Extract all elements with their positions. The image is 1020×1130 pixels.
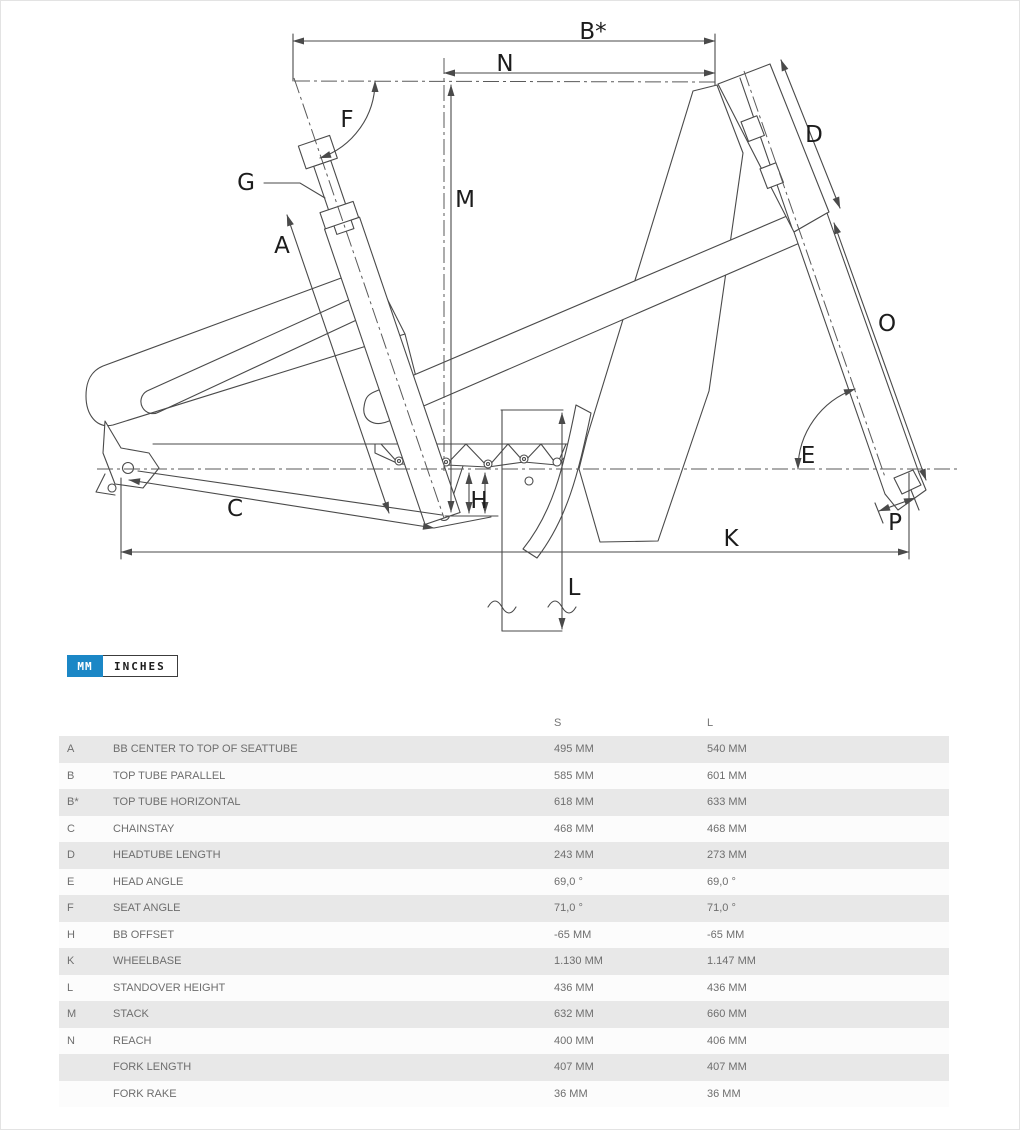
stack-top-reference <box>294 81 718 82</box>
mm-toggle-button[interactable]: MM <box>67 655 103 677</box>
cell-label: STANDOVER HEIGHT <box>113 981 226 994</box>
cell-label: BB OFFSET <box>113 928 175 941</box>
rear-dropout <box>103 421 159 488</box>
dim-label-g: G <box>237 170 255 196</box>
cell-size-s: 632 MM <box>554 1008 594 1021</box>
dim-label-f: F <box>340 107 354 133</box>
cell-label: CHAINSTAY <box>113 822 175 835</box>
header-size-s: S <box>554 716 562 729</box>
break-squiggles <box>488 601 576 613</box>
table-row <box>59 895 949 922</box>
table-row <box>59 842 949 869</box>
cell-size-l: 436 MM <box>707 981 747 994</box>
cell-size-s: 400 MM <box>554 1034 594 1047</box>
cell-label: SEAT ANGLE <box>113 902 181 915</box>
g-leader-line <box>264 183 325 198</box>
cell-label: FORK LENGTH <box>113 1061 192 1074</box>
cell-size-l: 1.147 MM <box>707 955 756 968</box>
cell-key <box>59 1054 113 1081</box>
table-row <box>59 1081 949 1108</box>
cell-size-l: 69,0 ° <box>707 875 736 888</box>
dim-label-l: L <box>567 575 581 601</box>
cell-key: D <box>67 849 75 862</box>
dim-label-o: O <box>877 311 897 337</box>
bike-geometry-diagram <box>1 1 1020 649</box>
dim-chainstay <box>129 480 434 528</box>
cell-key: H <box>67 928 75 941</box>
cell-size-s: 618 MM <box>554 796 594 809</box>
cell-size-s: 407 MM <box>554 1061 594 1074</box>
cell-label: HEAD ANGLE <box>113 875 184 888</box>
cell-label: TOP TUBE HORIZONTAL <box>113 796 241 809</box>
table-row <box>59 975 949 1002</box>
dim-label-d: D <box>805 122 823 148</box>
cell-size-s: 69,0 ° <box>554 875 583 888</box>
cell-size-l: 407 MM <box>707 1061 747 1074</box>
inches-toggle-button[interactable]: INCHES <box>103 655 178 677</box>
table-row <box>59 789 949 816</box>
table-row <box>59 1001 949 1028</box>
cell-key <box>59 1081 113 1108</box>
dim-label-p: P <box>888 510 902 536</box>
dim-label-m: M <box>455 187 475 213</box>
dim-label-c: C <box>226 496 244 522</box>
dim-label-h: H <box>470 488 488 514</box>
header-size-l: L <box>707 716 714 729</box>
table-row <box>59 736 949 763</box>
cell-key: B <box>67 769 75 782</box>
cell-size-s: 495 MM <box>554 743 594 756</box>
cell-key: F <box>67 902 74 915</box>
cell-label: HEADTUBE LENGTH <box>113 849 221 862</box>
cell-size-l: 36 MM <box>707 1087 741 1100</box>
cell-size-l: 540 MM <box>707 743 747 756</box>
cell-key: C <box>67 822 75 835</box>
cell-size-l: 633 MM <box>707 796 747 809</box>
cell-size-s: -65 MM <box>554 928 592 941</box>
table-row <box>59 869 949 896</box>
cell-key: E <box>67 875 75 888</box>
cell-size-s: 436 MM <box>554 981 594 994</box>
table-row <box>59 1054 949 1081</box>
cell-size-s: 243 MM <box>554 849 594 862</box>
cell-label: WHEELBASE <box>113 955 182 968</box>
table-row <box>59 763 949 790</box>
dim-label-n: N <box>496 51 514 77</box>
cell-key: K <box>67 955 75 968</box>
table-row <box>59 816 949 843</box>
cell-size-l: 273 MM <box>707 849 747 862</box>
geometry-table <box>59 709 949 1107</box>
dim-label-e: E <box>800 443 816 469</box>
table-row <box>59 948 949 975</box>
cell-size-s: 36 MM <box>554 1087 588 1100</box>
cell-size-l: 71,0 ° <box>707 902 736 915</box>
cell-label: TOP TUBE PARALLEL <box>113 769 226 782</box>
cell-size-l: 406 MM <box>707 1034 747 1047</box>
header-key <box>59 709 113 736</box>
cell-size-s: 468 MM <box>554 822 594 835</box>
table-row <box>59 1028 949 1055</box>
cell-key: M <box>67 1008 77 1021</box>
table-row <box>59 922 949 949</box>
cell-size-l: 601 MM <box>707 769 747 782</box>
cell-size-s: 585 MM <box>554 769 594 782</box>
rear-axle <box>123 463 134 474</box>
units-toggle <box>67 655 178 677</box>
frame-drawing <box>86 64 926 558</box>
dim-label-a: A <box>274 233 290 259</box>
top-tube <box>364 216 802 423</box>
cell-label: BB CENTER TO TOP OF SEATTUBE <box>113 743 298 756</box>
table-header-row <box>59 709 949 736</box>
cell-size-l: 660 MM <box>707 1008 747 1021</box>
cell-size-l: 468 MM <box>707 822 747 835</box>
cell-key: A <box>67 743 75 756</box>
cell-key: L <box>67 981 74 994</box>
dim-label-k: K <box>723 526 739 552</box>
cell-size-s: 1.130 MM <box>554 955 603 968</box>
cell-label: STACK <box>113 1008 149 1021</box>
cell-label: FORK RAKE <box>113 1087 177 1100</box>
cell-size-l: -65 MM <box>707 928 745 941</box>
header-measure <box>113 709 554 736</box>
cell-size-s: 71,0 ° <box>554 902 583 915</box>
cell-key: N <box>67 1034 75 1047</box>
dim-label-bstar: B* <box>579 19 607 45</box>
cell-label: REACH <box>113 1034 152 1047</box>
cell-key: B* <box>67 796 79 809</box>
